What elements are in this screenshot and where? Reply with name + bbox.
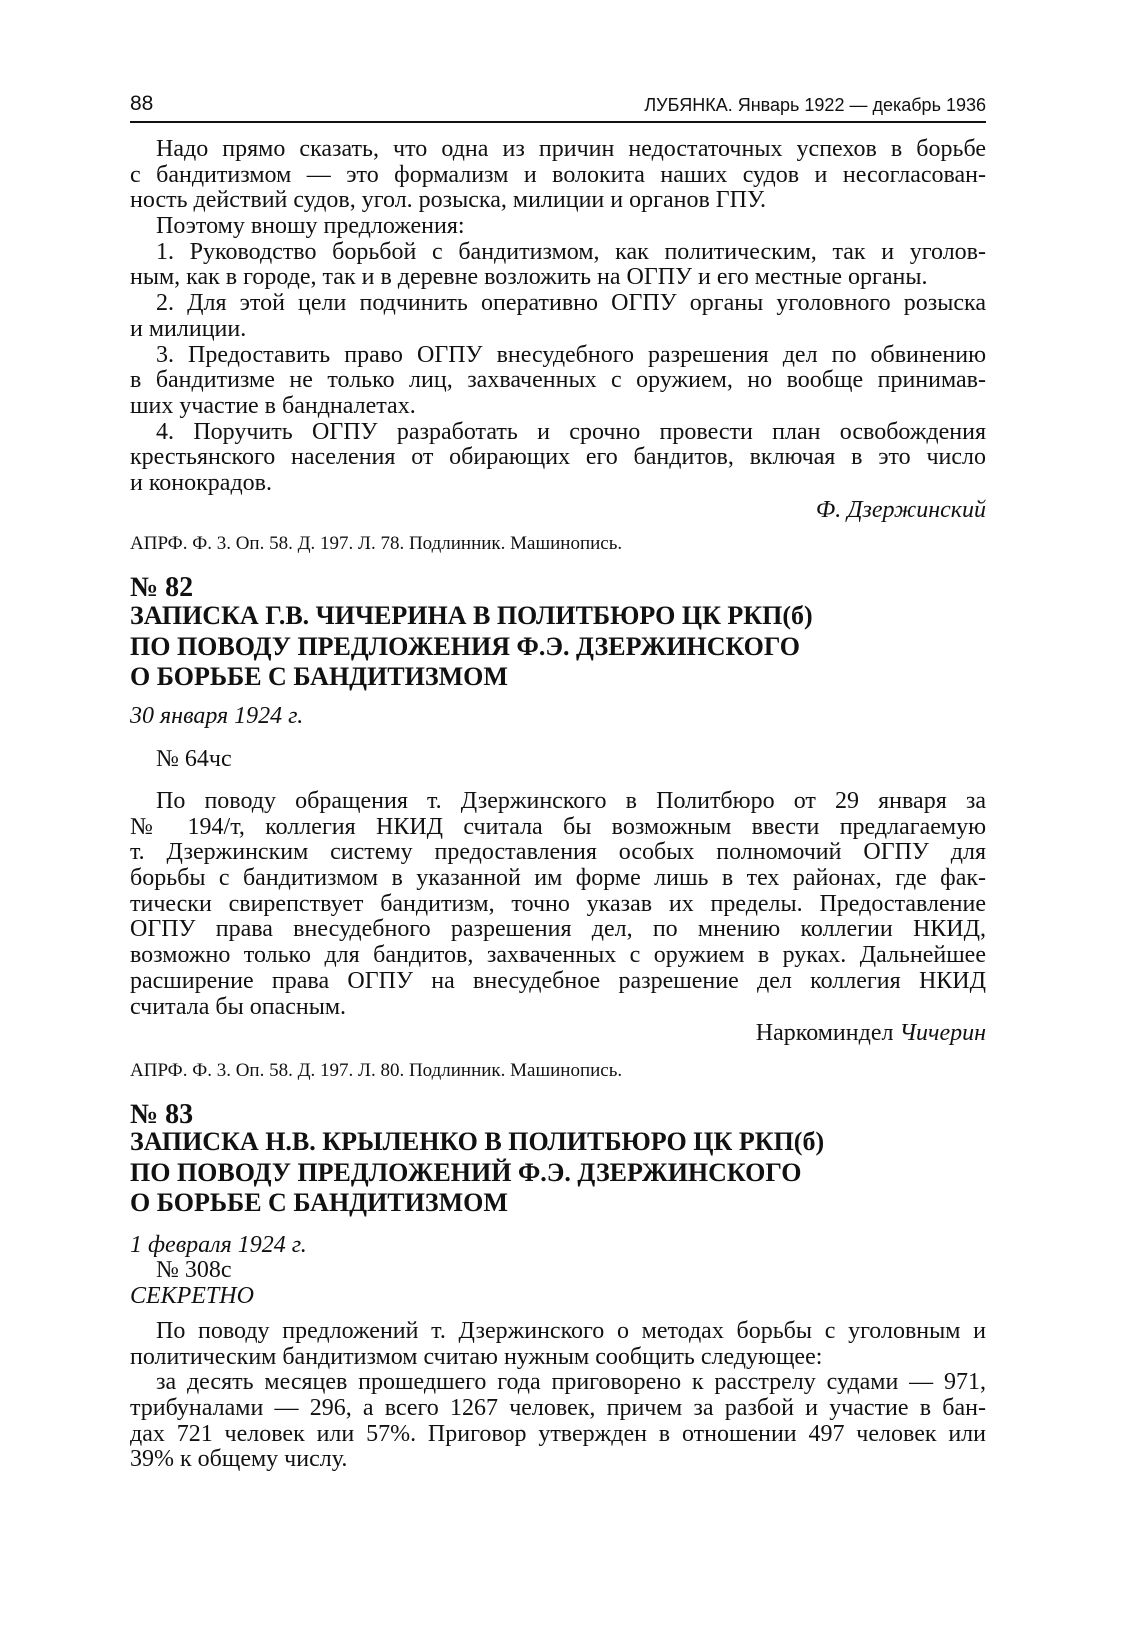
archive-reference: АПРФ. Ф. 3. Оп. 58. Д. 197. Л. 80. Подлинник. Машинопись.	[130, 1060, 623, 1081]
document-date: 1 февраля 1924 г.	[130, 1232, 307, 1258]
text-line: борьбы с бандитизмом в указанной им форме лишь в тех районах, где фак-	[130, 865, 986, 892]
text-line: в бандитизме не только лиц, захваченных с оружием, но вообще принимав-	[130, 367, 986, 394]
text-line: дах 721 человек или 57%. Приговор утвержден в отношении 497 человек или	[130, 1420, 986, 1447]
document-ref: № 64чс	[156, 746, 232, 772]
document-date: 30 января 1924 г.	[130, 703, 304, 729]
document-body	[130, 789, 986, 1020]
archive-reference: АПРФ. Ф. 3. Оп. 58. Д. 197. Л. 78. Подлинник. Машинопись.	[130, 533, 623, 554]
title-line: ЗАПИСКА Г.В. ЧИЧЕРИНА В ПОЛИТБЮРО ЦК РКП(б)	[130, 601, 813, 630]
text-line: № 194/т, коллегия НКИД считала бы возможным ввести предлагаемую	[130, 813, 986, 840]
text-line: По поводу предложений т. Дзержинского о методах борьбы с уголовным и	[156, 1318, 986, 1344]
page-number: 88	[130, 92, 154, 115]
text-line: трибуналами — 296, а всего 1267 человек, причем за разбой и участие в бан-	[130, 1395, 986, 1422]
text-line: 2. Для этой цели подчинить оперативно ОГПУ органы уголовного розыска	[156, 290, 986, 317]
text-line: 4. Поручить ОГПУ разработать и срочно провести план освобождения	[156, 418, 986, 445]
text-line: 1. Руководство борьбой с бандитизмом, как политическим, так и уголов-	[156, 238, 986, 265]
text-line: 3. Предоставить право ОГПУ внесудебного разрешения дел по обвинению	[156, 341, 986, 368]
text-line: Поэтому вношу предложения:	[156, 213, 465, 240]
document-number: № 82	[130, 572, 194, 603]
text-line: По поводу обращения т. Дзержинского в Политбюро от 29 января за	[156, 788, 986, 814]
running-title: ЛУБЯНКА. Январь 1922 — декабрь 1936	[644, 95, 986, 115]
text-line: ность действий судов, угол. розыска, милиции и органов ГПУ.	[130, 187, 767, 214]
header-rule	[130, 121, 986, 123]
text-line: т. Дзержинским систему предоставления особых полномочий ОГПУ для	[130, 839, 986, 866]
text-line: тически свирепствует бандитизм, точно указав их пределы. Предоставление	[130, 890, 986, 917]
intro-text	[130, 137, 986, 497]
text-line: с бандитизмом — это формализм и волокита наших судов и несогласован-	[130, 161, 986, 188]
text-line: и милиции.	[130, 315, 247, 342]
signature-title: Наркоминдел	[755, 1020, 894, 1046]
running-header	[130, 92, 986, 116]
text-line: ших участие в бандналетах.	[130, 392, 416, 419]
text-line: крестьянского населения от обирающих его бандитов, включая в это число	[130, 444, 986, 471]
title-line: ЗАПИСКА Н.В. КРЫЛЕНКО В ПОЛИТБЮРО ЦК РКП(б)	[130, 1127, 825, 1156]
text-line: и конокрадов.	[130, 469, 272, 496]
text-line: считала бы опасным.	[130, 993, 346, 1020]
title-line: ПО ПОВОДУ ПРЕДЛОЖЕНИЙ Ф.Э. ДЗЕРЖИНСКОГО	[130, 1157, 802, 1187]
document-ref: № 308с	[156, 1257, 232, 1283]
text-line: политическим бандитизмом считаю нужным сообщить следующее:	[130, 1343, 823, 1370]
title-line: О БОРЬБЕ С БАНДИТИЗМОМ	[130, 662, 508, 691]
text-line: ОГПУ права внесудебного разрешения дел, по мнению коллегии НКИД,	[130, 916, 986, 943]
text-line: возможно только для бандитов, захваченных с оружием в руках. Дальнейшее	[130, 942, 986, 969]
classification: СЕКРЕТНО	[130, 1283, 254, 1309]
title-line: О БОРЬБЕ С БАНДИТИЗМОМ	[130, 1188, 508, 1217]
text-line: ным, как в городе, так и в деревне возложить на ОГПУ и его местные органы.	[130, 264, 928, 291]
document-number: № 83	[130, 1099, 194, 1130]
document-title	[130, 601, 986, 693]
signature-name: Чичерин	[899, 1020, 986, 1046]
document-title	[130, 1127, 986, 1219]
title-line: ПО ПОВОДУ ПРЕДЛОЖЕНИЯ Ф.Э. ДЗЕРЖИНСКОГО	[130, 631, 801, 661]
signature	[130, 1020, 986, 1047]
document-body	[130, 1319, 986, 1473]
signature: Ф. Дзержинский	[815, 497, 986, 523]
text-line: Надо прямо сказать, что одна из причин недостаточных успехов в борьбе	[156, 136, 986, 162]
text-line: за десять месяцев прошедшего года приговорено к расстрелу судами — 971,	[156, 1369, 986, 1396]
text-line: расширение права ОГПУ на внесудебное разрешение дел коллегия НКИД	[130, 967, 986, 994]
text-line: 39% к общему числу.	[130, 1446, 348, 1473]
